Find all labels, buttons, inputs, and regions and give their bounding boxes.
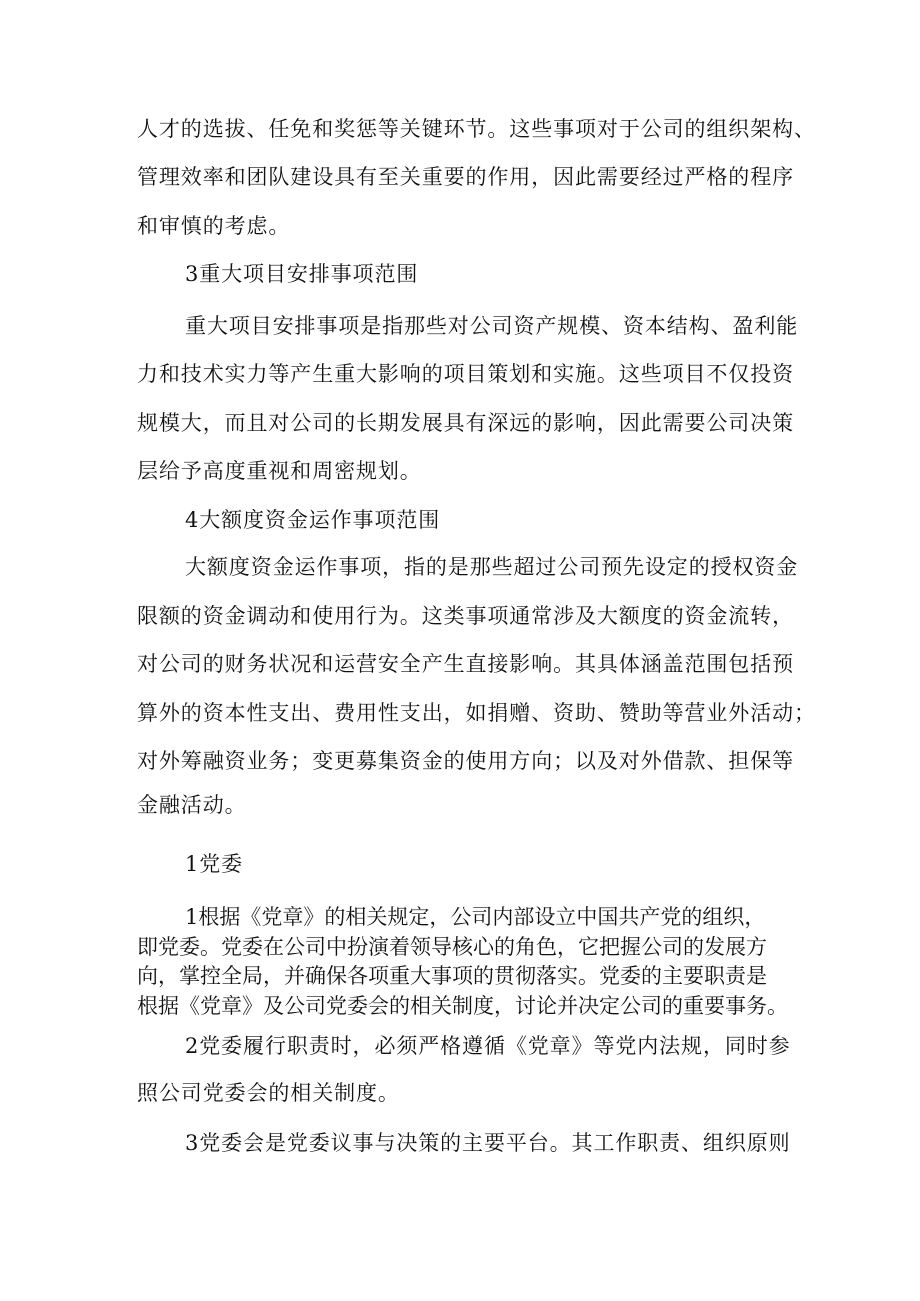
section-heading: 3重大项目安排事项范围 (185, 262, 419, 286)
text-line: 重大项目安排事项是指那些对公司资产规模、资本结构、盈利能 (185, 314, 799, 338)
text-line: 限额的资金调动和使用行为。这类事项通常涉及大额度的资金流转， (137, 604, 794, 628)
text-line: 管理效率和团队建设具有至关重要的作用，因此需要经过严格的程序 (137, 165, 794, 189)
text-line: 规模大，而且对公司的长期发展具有深远的影响，因此需要公司决策 (137, 411, 794, 435)
text-line: 3党委会是党委议事与决策的主要平台。其工作职责、组织原则 (185, 1131, 791, 1155)
text-line: 金融活动。 (137, 793, 247, 817)
text-line: 层给予高度重视和周密规划。 (137, 459, 422, 483)
text-line: 即党委。党委在公司中扮演着领导核心的角色，它把握公司的发展方 (137, 935, 767, 959)
text-line: 根据《党章》及公司党委会的相关制度，讨论并决定公司的重要事务。 (137, 994, 788, 1018)
text-line: 算外的资本性支出、费用性支出，如捐赠、资助、赞助等营业外活动； (137, 701, 816, 725)
text-line: 2党委履行职责时，必须严格遵循《党章》等党内法规，同时参 (185, 1034, 791, 1058)
text-line: 力和技术实力等产生重大影响的项目策划和实施。这些项目不仅投资 (137, 362, 794, 386)
text-line: 1根据《党章》的相关规定，公司内部设立中国共产党的组织， (185, 905, 766, 929)
section-heading: 1党委 (185, 852, 244, 876)
text-line: 向，掌控全局，并确保各项重大事项的贯彻落实。党委的主要职责是 (137, 964, 767, 988)
text-line: 照公司党委会的相关制度。 (137, 1081, 400, 1105)
section-heading: 4大额度资金运作事项范围 (185, 508, 441, 532)
text-line: 对外筹融资业务；变更募集资金的使用方向；以及对外借款、担保等 (137, 749, 794, 773)
text-line: 和审慎的考虑。 (137, 214, 291, 238)
text-line: 人才的选拔、任免和奖惩等关键环节。这些事项对于公司的组织架构、 (137, 117, 816, 141)
text-line: 对公司的财务状况和运营安全产生直接影响。其具体涵盖范围包括预 (137, 652, 794, 676)
text-line: 大额度资金运作事项，指的是那些超过公司预先设定的授权资金 (185, 555, 799, 579)
